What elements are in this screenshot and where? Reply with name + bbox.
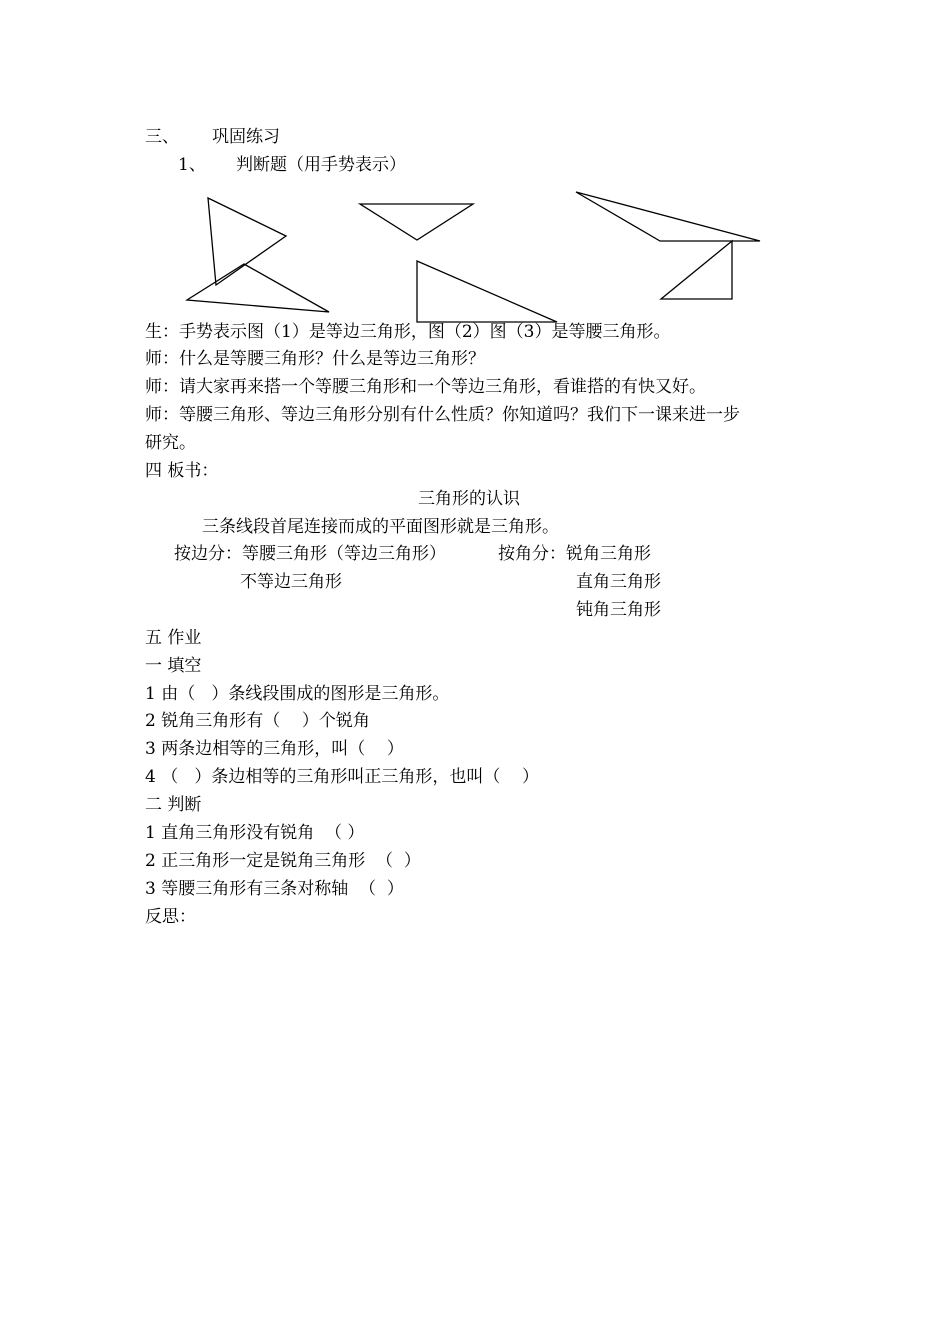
- board-definition: 三条线段首尾连接而成的平面图形就是三角形。: [202, 517, 559, 537]
- triangle-3b: [661, 241, 732, 299]
- board-scalene: 不等边三角形: [240, 572, 342, 592]
- board-obtuse-triangle: 钝角三角形: [576, 600, 661, 620]
- reflection-label: 反思：: [145, 907, 196, 927]
- board-by-angle: 按角分：锐角三角形: [498, 544, 651, 564]
- triangle-figures: [0, 0, 950, 340]
- judge-item-2: 2 正三角形一定是锐角三角形 （ ）: [145, 851, 421, 871]
- dialogue-line-3: 师：请大家再来搭一个等腰三角形和一个等边三角形，看谁搭的有快又好。: [145, 377, 706, 397]
- triangle-1b: [187, 264, 329, 312]
- dialogue-line-2: 师：什么是等腰三角形？什么是等边三角形？: [145, 349, 485, 369]
- item-heading: 判断题（用手势表示）: [236, 155, 406, 175]
- dialogue-line-5: 研究。: [145, 433, 196, 453]
- board-title: 三角形的认识: [418, 489, 520, 509]
- triangle-1a: [208, 198, 286, 285]
- triangle-2a: [360, 204, 473, 240]
- board-heading: 四 板书：: [145, 461, 219, 481]
- fill-item-2: 2 锐角三角形有（ ）个锐角: [145, 711, 370, 731]
- fill-item-4: 4 （ ）条边相等的三角形叫正三角形，也叫（ ）: [145, 767, 540, 787]
- board-by-side: 按边分：等腰三角形（等边三角形）: [174, 544, 446, 564]
- section-heading: 巩固练习: [212, 127, 280, 147]
- judge-item-1: 1 直角三角形没有锐角 （ ）: [145, 823, 365, 843]
- triangle-2b: [417, 261, 557, 322]
- triangle-3a: [576, 192, 760, 241]
- fill-heading: 一 填空: [145, 656, 202, 676]
- dialogue-line-1: 生：手势表示图（1）是等边三角形，图（2）图（3）是等腰三角形。: [145, 322, 671, 342]
- section-number: 三、: [145, 127, 179, 147]
- fill-item-3: 3 两条边相等的三角形，叫（ ）: [145, 739, 404, 759]
- dialogue-line-4: 师：等腰三角形、等边三角形分别有什么性质？你知道吗？我们下一课来进一步: [145, 405, 740, 425]
- fill-item-1: 1 由（ ）条线段围成的图形是三角形。: [145, 684, 450, 704]
- item-number: 1、: [178, 155, 206, 175]
- homework-heading: 五 作业: [145, 628, 202, 648]
- board-right-triangle: 直角三角形: [576, 572, 661, 592]
- judge-item-3: 3 等腰三角形有三条对称轴 （ ）: [145, 879, 404, 899]
- judge-heading: 二 判断: [145, 795, 202, 815]
